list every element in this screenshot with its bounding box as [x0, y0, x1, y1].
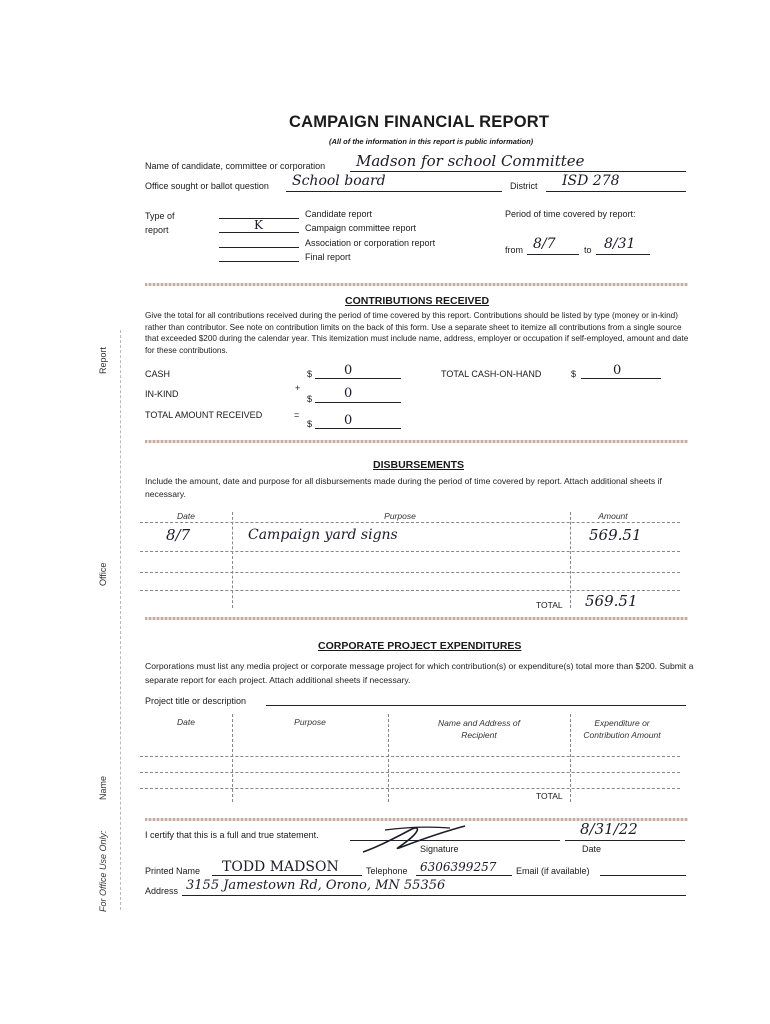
- section-divider: [145, 283, 688, 286]
- period-from-label: from: [505, 245, 523, 255]
- inkind-plus: +: [295, 383, 301, 393]
- total-received-line: [315, 428, 401, 429]
- telephone-label: Telephone: [366, 866, 408, 876]
- report-type-option-committee: Campaign committee report: [305, 223, 417, 233]
- contributions-instructions: Give the total for all contributions received during the period of time covered by this report. Contributions should be listed by type (money or in-kind) rather than contributor. See note on contribution limits on the back of this form. Use a separate sheet to itemize all contributions from a single source that exceeded $200 during the calendar year. This itemization must include name, address, employer or occupation if self-employed, amount and date for these contributions.: [145, 311, 689, 355]
- disbursements-title: DISBURSEMENTS: [373, 459, 465, 471]
- office-sought-label: Office sought or ballot question: [145, 181, 269, 191]
- office-sought-value: School board: [292, 173, 386, 189]
- telephone-value: 6306399257: [420, 860, 497, 874]
- cash-on-hand-dollar: $: [571, 369, 577, 379]
- inkind-dollar: $: [307, 394, 313, 404]
- email-line: [600, 875, 686, 876]
- certify-statement: I certify that this is a full and true statement.: [145, 830, 319, 840]
- certify-date-value: 8/31/22: [580, 820, 638, 838]
- corporate-col-divider: [232, 714, 233, 802]
- corporate-col-purpose: Purpose: [294, 717, 326, 727]
- page-subtitle: (All of the information in this report is public information): [329, 137, 534, 146]
- cash-on-hand-label: TOTAL CASH-ON-HAND: [441, 369, 542, 379]
- disbursements-col-divider: [570, 512, 571, 608]
- candidate-name-label: Name of candidate, committee or corporation: [145, 161, 326, 171]
- address-label: Address: [145, 886, 179, 896]
- report-type-check-mark: K: [254, 218, 263, 232]
- cash-on-hand-line: [581, 378, 661, 379]
- disbursements-col-amount: Amount: [598, 511, 628, 521]
- office-use-divider: [120, 330, 121, 910]
- period-from-value: 8/7: [533, 236, 556, 252]
- disbursement-date-value: 8/7: [166, 526, 191, 544]
- corporate-total-label: TOTAL: [536, 791, 563, 801]
- report-type-line-4: [219, 261, 299, 262]
- report-type-option-association: Association or corporation report: [305, 238, 436, 248]
- section-divider: [145, 440, 688, 443]
- address-value: 3155 Jamestown Rd, Orono, MN 55356: [186, 878, 446, 893]
- candidate-name-line: [350, 171, 686, 172]
- printed-name-line: [212, 875, 362, 876]
- cash-line: [315, 378, 401, 379]
- office-use-name-label: Name: [98, 775, 108, 800]
- email-label: Email (if available): [516, 866, 590, 876]
- office-sought-line: [286, 191, 502, 192]
- address-line: [182, 895, 686, 896]
- page-title: CAMPAIGN FINANCIAL REPORT: [289, 113, 550, 131]
- period-to-label: to: [584, 245, 592, 255]
- office-use-office-label: Office: [98, 562, 108, 586]
- cash-on-hand-value: 0: [613, 363, 622, 378]
- date-label: Date: [582, 844, 602, 854]
- telephone-line: [416, 875, 512, 876]
- corporate-col-amount: Expenditure or Contribution Amount: [583, 718, 661, 740]
- office-use-label: For Office Use Only:: [98, 830, 108, 912]
- candidate-name-value: Madson for school Committee: [356, 152, 585, 170]
- period-to-value: 8/31: [604, 236, 636, 252]
- disbursements-total-value: 569.51: [585, 592, 638, 610]
- inkind-line: [315, 402, 401, 403]
- printed-name-value: TODD MADSON: [222, 859, 339, 875]
- disbursements-col-divider: [232, 512, 233, 608]
- period-to-line: [596, 254, 650, 255]
- type-of-report-label: Type of report: [145, 211, 175, 235]
- corporate-col-recipient: Name and Address of Recipient: [438, 718, 520, 740]
- total-received-value: 0: [344, 413, 353, 428]
- total-received-dollar: $: [307, 419, 313, 429]
- report-type-option-final: Final report: [305, 252, 351, 262]
- disbursement-purpose-value: Campaign yard signs: [248, 527, 398, 543]
- project-title-line: [266, 705, 686, 706]
- date-line: [565, 840, 685, 841]
- disbursements-col-date: Date: [177, 511, 195, 521]
- printed-name-label: Printed Name: [145, 866, 201, 876]
- report-type-option-candidate: Candidate report: [305, 209, 373, 219]
- disbursements-row-line: [140, 590, 680, 591]
- inkind-value: 0: [344, 386, 353, 401]
- section-divider: [145, 617, 688, 620]
- corporate-instructions: Corporations must list any media project or corporate message project for which contribution(s) or expenditure(s) total more than $200. Submit a separate report for each project. Attach additional sheets if necessary.: [145, 661, 694, 685]
- signature-label: Signature: [420, 844, 459, 854]
- disbursements-instructions: Include the amount, date and purpose for all disbursements made during the period of time covered by report. Attach additional sheets if necessary.: [145, 476, 662, 499]
- disbursement-amount-value: 569.51: [589, 526, 642, 544]
- report-type-line-2: [219, 232, 299, 233]
- contributions-title: CONTRIBUTIONS RECEIVED: [345, 295, 490, 307]
- corporate-col-divider: [570, 714, 571, 802]
- corporate-row-line: [140, 756, 680, 757]
- corporate-col-date: Date: [177, 717, 195, 727]
- corporate-title: CORPORATE PROJECT EXPENDITURES: [318, 640, 522, 652]
- disbursements-row-line: [140, 572, 680, 573]
- period-from-line: [527, 254, 579, 255]
- corporate-col-divider: [388, 714, 389, 802]
- district-label: District: [510, 181, 538, 191]
- cash-value: 0: [344, 363, 353, 378]
- report-type-line-3: [219, 247, 299, 248]
- inkind-label: IN-KIND: [145, 389, 179, 399]
- office-use-report-label: Report: [98, 346, 108, 374]
- district-line: [546, 191, 686, 192]
- corporate-row-line: [140, 788, 680, 789]
- district-value: ISD 278: [562, 173, 620, 189]
- total-received-label: TOTAL AMOUNT RECEIVED: [145, 410, 263, 420]
- disbursements-row-line: [140, 522, 680, 523]
- disbursements-col-purpose: Purpose: [384, 511, 416, 521]
- cash-label: CASH: [145, 369, 171, 379]
- disbursements-total-label: TOTAL: [536, 600, 563, 610]
- corporate-row-line: [140, 772, 680, 773]
- cash-dollar: $: [307, 369, 313, 379]
- project-title-label: Project title or description: [145, 696, 247, 706]
- period-label: Period of time covered by report:: [505, 209, 636, 219]
- total-received-equals: =: [294, 410, 300, 420]
- disbursements-row-line: [140, 551, 680, 552]
